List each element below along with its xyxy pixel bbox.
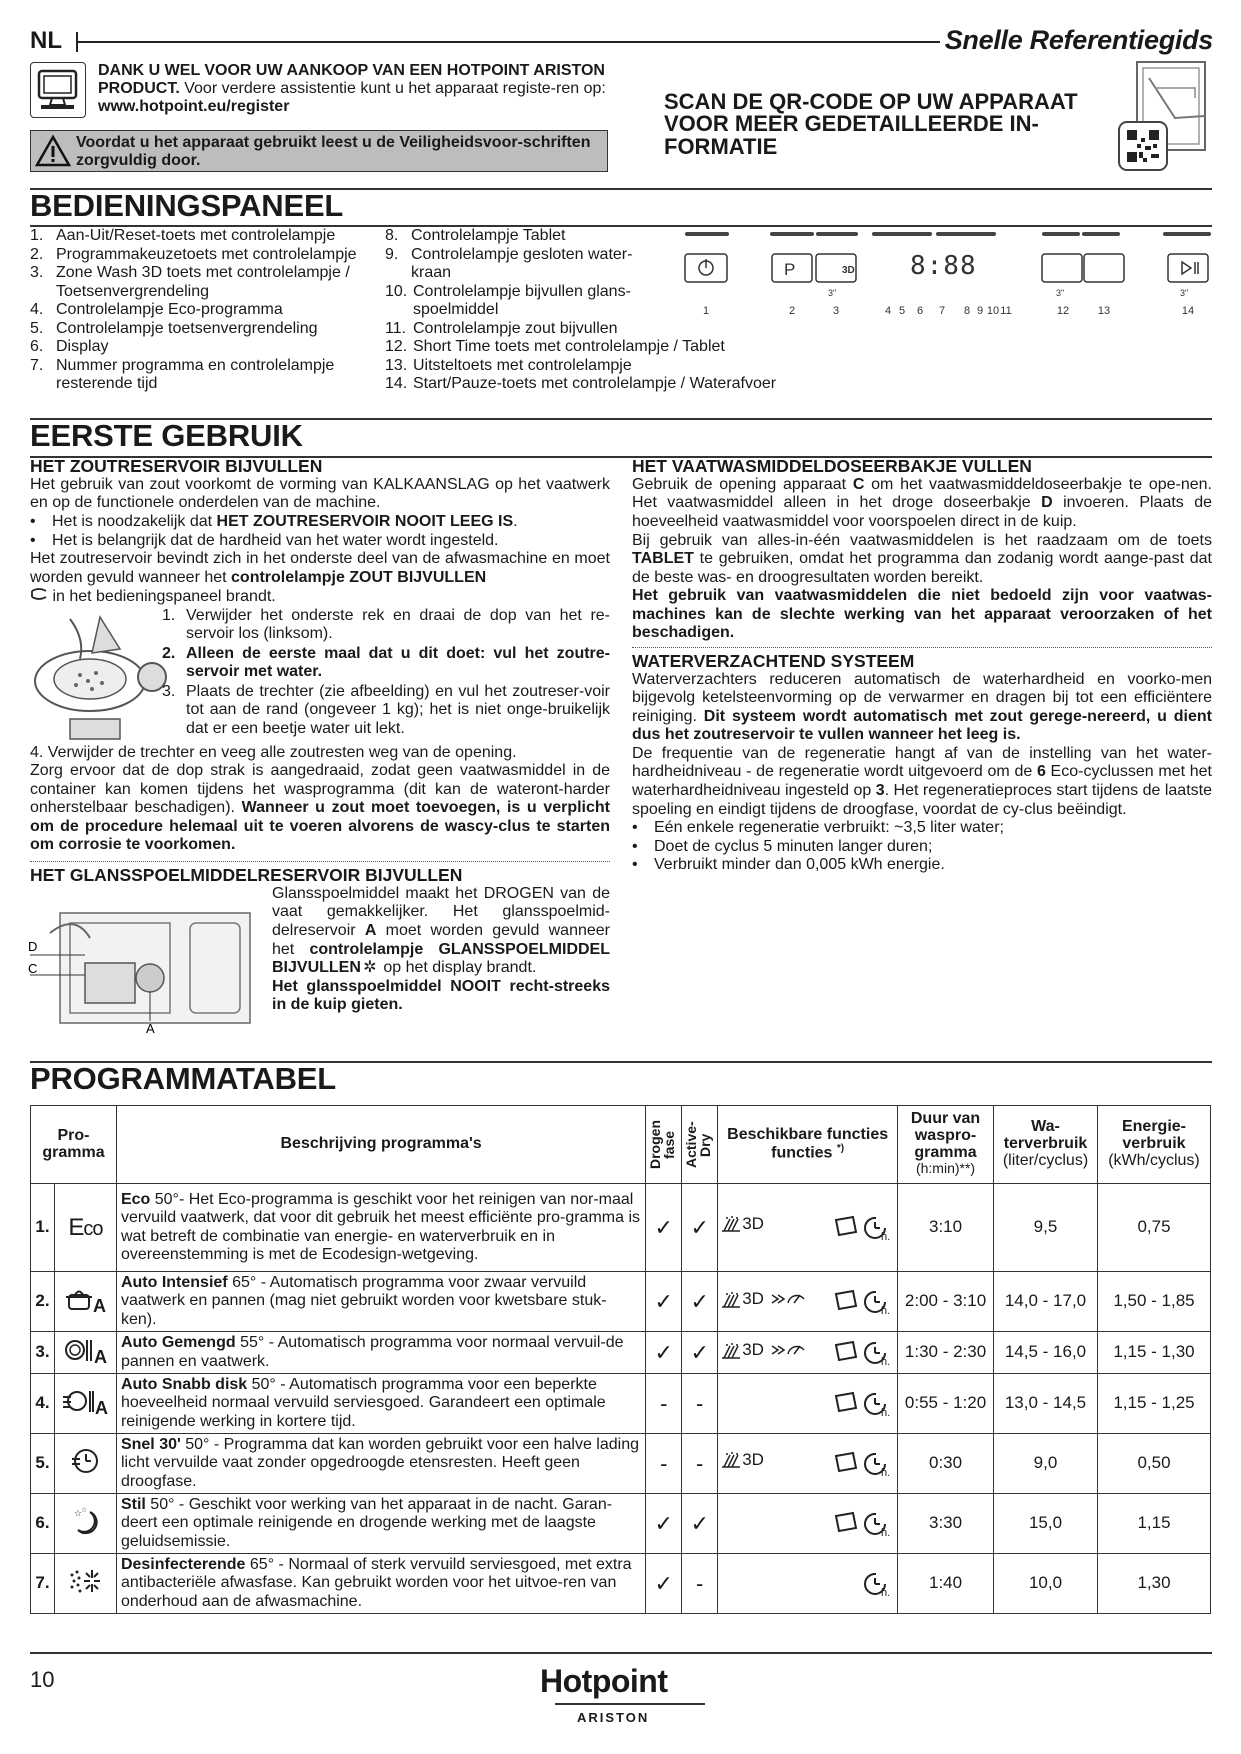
- svg-text:h.: h.: [881, 1304, 891, 1317]
- salt-bullet: • Het is belangrijk dat de hardheid van het water wordt ingesteld.: [30, 531, 499, 549]
- svg-text:h.: h.: [881, 1230, 891, 1243]
- list-item: 2. Programmakeuzetoets met controlelampje: [30, 245, 357, 263]
- program-duration: 2:00 - 3:10: [898, 1272, 994, 1332]
- salt-step-1: 1. Verwijder het onderste rek en draai de dop van het re-servoir los (linksom).: [162, 606, 610, 643]
- col-header-drying: Drogen fase: [646, 1106, 682, 1184]
- delay-timer-icon: [863, 1451, 893, 1477]
- active-dry-value: -: [682, 1554, 718, 1614]
- drying-phase-value: -: [646, 1434, 682, 1494]
- salt-location: Het zoutreservoir bevindt zich in het onderste deel van de afwasmachine en moet worden gevuld wanneer het controlelampje ZOUT BIJVULLEN in het bedieningspaneel brandt.: [30, 550, 610, 606]
- softener-bullet: • Eén enkele regeneratie verbruikt: ~3,5 liter water;: [632, 819, 1004, 837]
- col-header-active-dry: Active-Dry: [682, 1106, 718, 1184]
- callout-11: 11: [1000, 305, 1012, 317]
- program-energy: 1,50 - 1,85: [1097, 1272, 1210, 1332]
- program-energy: 1,15 - 1,30: [1097, 1332, 1210, 1374]
- language-code: NL: [30, 27, 62, 54]
- list-item: 14. Start/Pauze-toets met controlelampje / Waterafvoer: [385, 375, 777, 393]
- svg-text:3": 3": [1180, 288, 1189, 298]
- list-item: 10. Controlelampje bijvullen glans-spoelmiddel: [385, 282, 631, 319]
- program-functions: 3D h.: [718, 1272, 898, 1332]
- section-title-first-use: EERSTE GEBRUIK: [30, 418, 303, 453]
- svg-text:h.: h.: [881, 1466, 891, 1479]
- safety-warning: Voordat u het apparaat gebruikt leest u de Veiligheidsvoor-schriften zorgvuldig door.: [30, 130, 608, 172]
- tablet-icon: [833, 1391, 859, 1413]
- program-icon-cell: [54, 1434, 116, 1494]
- first-use-left-column: [30, 457, 610, 1035]
- label-d: D: [28, 938, 38, 954]
- zone-wash-icon: [722, 1451, 742, 1469]
- callout-1: 1: [702, 305, 710, 317]
- brand-sub-logo: ARISTON: [577, 1710, 650, 1725]
- callout-3: 3: [832, 305, 840, 317]
- list-item: 4. Controlelampje Eco-programma: [30, 301, 283, 319]
- program-water: 10,0: [994, 1554, 1098, 1614]
- program-description: Desinfecterende 65° - Normaal of sterk vervuild serviesgoed, met extra antibacteriële afwasfase. Kan gebruikt worden voor het uitvoe-ren van onderhoud aan de afwasmachine.: [116, 1554, 645, 1614]
- active-dry-value: ✓: [682, 1184, 718, 1272]
- salt-step-3: 3. Plaats de trechter (zie afbeelding) en vul het zoutreser-voir tot aan de rand (ongeveer 1 kg); het is niet onge-bruikelijk dat er een beetje water uit lekt.: [162, 682, 610, 737]
- callout-10: 10: [986, 305, 1000, 317]
- program-icon-cell: [54, 1184, 116, 1272]
- program-water: 9,0: [994, 1434, 1098, 1494]
- program-number: 1.: [31, 1184, 55, 1272]
- program-energy: 1,15: [1097, 1494, 1210, 1554]
- delay-timer-icon: [863, 1391, 893, 1417]
- drying-phase-value: ✓: [646, 1184, 682, 1272]
- program-functions: 3D h.: [718, 1332, 898, 1374]
- tablet-icon: [833, 1451, 859, 1473]
- program-duration: 1:30 - 2:30: [898, 1332, 994, 1374]
- detergent-text: Gebruik de opening apparaat C om het vaatwasmiddeldoseerbakje te ope-nen. Het vaatwasmiddel alleen in het droge doseerbakje D invoeren. Plaats de hoeveelheid vaatwasmiddel voor voorspoelen direct in de kuip.: [632, 475, 1213, 530]
- rinse-aid-icon: ✲: [363, 959, 377, 977]
- tablet-icon: [833, 1340, 859, 1362]
- zone-wash-icon: [722, 1215, 742, 1233]
- pot-icon: [65, 1286, 93, 1312]
- footer-rule: [30, 1652, 1212, 1654]
- active-dry-value: -: [682, 1374, 718, 1434]
- softener-frequency: De frequentie van de regeneratie hangt af van de instelling van het water-hardheidniveau - de regeneratie wordt uitgevoerd om de 6 Eco-cyclussen met het waterhardheidniveau ingesteld op 3. Het regeneratieproces start tijdens de laatste spoeling en eindigt tijdens de droogfase, voordat de cy-clus beëindigt.: [632, 744, 1212, 818]
- program-row: [31, 1332, 1211, 1374]
- program-row: [31, 1272, 1211, 1332]
- salt-caution: Zorg ervoor dat de dop strak is aangedraaid, zodat geen vaatwasmiddel in de container kan komen tijdens het wasprogramma (dit kan de wateront-harder onherstelbaar beschadigen). Wanneer u zout moet toevoegen, is u verplicht om de procedure helemaal uit te voeren alvorens de wascy-clus te starten om corrosie te voorkomen.: [30, 762, 611, 854]
- program-icon-cell: A: [54, 1374, 116, 1434]
- brand-logo: Hotpoint: [540, 1663, 668, 1699]
- program-functions: [718, 1374, 898, 1434]
- list-item: 6. Display: [30, 338, 109, 356]
- delay-timer-icon: [863, 1289, 893, 1315]
- svg-text:h.: h.: [881, 1526, 891, 1539]
- program-water: 14,0 - 17,0: [994, 1272, 1098, 1332]
- callout-7: 7: [938, 305, 946, 317]
- program-icon-cell: A: [54, 1272, 116, 1332]
- zone-wash-button-label: 3D: [842, 265, 855, 276]
- program-number: 7.: [31, 1554, 55, 1614]
- night-moon-icon: [70, 1506, 100, 1536]
- program-description: Auto Snabb disk 50° - Automatisch programma voor een beperkte hoeveelheid normaal vervuild serviesgoed. Garandeert een optimale reinigende werking in kortere tijd.: [116, 1374, 645, 1434]
- drying-phase-value: ✓: [646, 1332, 682, 1374]
- quick-clock-icon: [70, 1447, 100, 1475]
- program-number: 2.: [31, 1272, 55, 1332]
- program-duration: 1:40: [898, 1554, 994, 1614]
- rinse-heading: HET GLANSSPOELMIDDELRESERVOIR BIJVULLEN: [30, 865, 463, 885]
- display-readout: 8:88: [910, 251, 977, 281]
- program-energy: 1,15 - 1,25: [1097, 1374, 1210, 1434]
- svg-text:☆: ☆: [74, 1508, 83, 1519]
- program-energy: 1,30: [1097, 1554, 1210, 1614]
- rinse-text: Glansspoelmiddel maakt het DROGEN van de vaat gemakkelijker. Het glansspoelmid-delreservoir A moet worden gevuld wanneer het controlelampje GLANSSPOELMIDDEL BIJVULLEN ✲ op het display brandt. Het glansspoelmiddel NOOIT recht-streeks in de kuip gieten.: [272, 884, 610, 1014]
- program-duration: 0:55 - 1:20: [898, 1374, 994, 1434]
- short-time-icon: [770, 1289, 806, 1309]
- callout-6: 6: [916, 305, 924, 317]
- program-water: 14,5 - 16,0: [994, 1332, 1098, 1374]
- list-item: 12. Short Time toets met controlelampje / Tablet: [385, 338, 725, 356]
- list-item: 8. Controlelampje Tablet: [385, 227, 566, 244]
- program-description: Eco 50°- Het Eco-programma is geschikt voor het reinigen van nor-maal vervuild vaatwerk, dat voor dit gebruik het meest efficiënte pro-gramma is wat betreft de combinatie van energie- en waterverbruik en in overeenstemming is met de Ecodesign-wetgeving.: [116, 1184, 645, 1272]
- svg-text:h.: h.: [881, 1355, 891, 1368]
- col-header-functions: Beschikbare functies functies *): [718, 1106, 898, 1184]
- program-functions: [718, 1554, 898, 1614]
- callout-2: 2: [788, 305, 796, 317]
- salt-icon: [30, 587, 48, 601]
- label-c: C: [28, 960, 38, 976]
- tablet-icon: [833, 1215, 859, 1237]
- salt-bullet: • Het is noodzakelijk dat HET ZOUTRESERVOIR NOOIT LEEG IS.: [30, 512, 518, 530]
- callout-5: 5: [898, 305, 906, 317]
- active-dry-value: ✓: [682, 1494, 718, 1554]
- col-header-duration: Duur van waspro-gramma (h:min)**): [898, 1106, 994, 1184]
- svg-text:h.: h.: [881, 1586, 891, 1599]
- short-time-icon: [770, 1340, 806, 1360]
- delay-timer-icon: [863, 1511, 893, 1537]
- svg-text:3": 3": [1056, 288, 1065, 298]
- program-water: 9,5: [994, 1184, 1098, 1272]
- header-rule: [78, 41, 940, 43]
- program-icon-cell: [54, 1554, 116, 1614]
- list-item: 11. Controlelampje zout bijvullen: [385, 319, 618, 337]
- callout-8: 8: [963, 305, 971, 317]
- panel-list-right: [385, 227, 777, 394]
- panel-list-left: [30, 227, 385, 394]
- list-item: 7. Nummer programma en controlelampje resterende tijd: [30, 356, 335, 393]
- softener-bullet: • Doet de cyclus 5 minuten langer duren;: [632, 837, 933, 855]
- drying-phase-value: ✓: [646, 1554, 682, 1614]
- program-number: 5.: [31, 1434, 55, 1494]
- rinse-block: [30, 885, 610, 1035]
- delay-timer-icon: [863, 1571, 893, 1597]
- callout-13: 13: [1097, 305, 1111, 317]
- program-description: Snel 30' 50° - Programma dat kan worden gebruikt voor een halve lading licht vervuilde vaat zonder opgedroogde etensresten. Heeft geen droogfase.: [116, 1434, 645, 1494]
- rinse-aid-illustration: [28, 893, 270, 1036]
- list-item: 3. Zone Wash 3D toets met controlelampje / Toetsenvergrendeling: [30, 264, 350, 300]
- salt-heading: HET ZOUTRESERVOIR BIJVULLEN: [30, 456, 323, 476]
- program-icon-cell: [54, 1494, 116, 1554]
- list-item: 13. Uitsteltoets met controlelampje: [385, 356, 632, 374]
- drying-phase-value: ✓: [646, 1494, 682, 1554]
- active-dry-value: ✓: [682, 1272, 718, 1332]
- plate-fast-icon: [63, 1388, 95, 1414]
- monitor-icon-box: [30, 62, 86, 118]
- active-dry-value: ✓: [682, 1332, 718, 1374]
- zone-wash-icon: [722, 1342, 742, 1360]
- col-header-description: Beschrijving programma's: [116, 1106, 645, 1184]
- callout-4: 4: [884, 305, 892, 317]
- callout-12: 12: [1056, 305, 1070, 317]
- eco-program-icon: Eco: [68, 1213, 103, 1241]
- program-row: [31, 1374, 1211, 1434]
- program-duration: 0:30: [898, 1434, 994, 1494]
- detergent-heading: HET VAATWASMIDDELDOSEERBAKJE VULLEN: [632, 456, 1032, 476]
- logo-rule: [555, 1703, 705, 1705]
- dotted-divider: [30, 861, 610, 862]
- softener-bullet: • Verbruikt minder dan 0,005 kWh energie.: [632, 856, 945, 874]
- program-row: [31, 1434, 1211, 1494]
- control-panel-diagram: [680, 226, 1215, 321]
- warning-icon: [35, 135, 71, 167]
- active-dry-value: -: [682, 1434, 718, 1494]
- callout-14: 14: [1181, 305, 1195, 317]
- program-energy: 0,75: [1097, 1184, 1210, 1272]
- program-button-label: P: [784, 260, 796, 279]
- softener-heading: WATERVERZACHTEND SYSTEEM: [632, 650, 915, 671]
- salt-steps: [30, 607, 610, 752]
- page-number: 10: [30, 1667, 55, 1692]
- tablet-icon: [833, 1511, 859, 1533]
- program-icon-cell: A: [54, 1332, 116, 1374]
- salt-step-4: 4. Verwijder de trechter en veeg alle zoutresten weg van de opening.: [30, 743, 517, 761]
- first-use-right-column: [632, 457, 1212, 875]
- program-functions: 3D h.: [718, 1434, 898, 1494]
- salt-reservoir-illustration: [30, 609, 170, 749]
- sanitize-icon: [68, 1567, 102, 1595]
- col-header-program: Pro-gramma: [31, 1106, 117, 1184]
- dishwasher-qr-illustration: [1115, 58, 1211, 176]
- guide-title: Snelle Referentiegids: [944, 25, 1213, 55]
- delay-timer-icon: [863, 1340, 893, 1366]
- callout-9: 9: [976, 305, 984, 317]
- monitor-icon: [31, 63, 84, 116]
- svg-text:h.: h.: [881, 1406, 891, 1419]
- section-title-control-panel: BEDIENINGSPANEEL: [30, 188, 344, 223]
- dotted-divider: [632, 647, 1212, 648]
- detergent-warning: Het gebruik van vaatwasmiddelen die niet bedoeld zijn voor vaatwas-machines kan de slechte werking van het apparaat veroorzaken of het beschadigen.: [632, 587, 1212, 642]
- program-functions: [718, 1494, 898, 1554]
- list-item: 1. Aan-Uit/Reset-toets met controlelampje: [30, 227, 336, 244]
- program-number: 3.: [31, 1332, 55, 1374]
- program-duration: 3:10: [898, 1184, 994, 1272]
- thanks-text: DANK U WEL VOOR UW AANKOOP VAN EEN HOTPOINT ARISTON PRODUCT. Voor verdere assistentie kunt u het apparaat registe-ren op: www.hotpoint.eu/register: [98, 62, 606, 115]
- program-water: 15,0: [994, 1494, 1098, 1554]
- list-item: 9. Controlelampje gesloten water-kraan: [385, 245, 633, 282]
- delay-timer-icon: [863, 1215, 893, 1241]
- tablet-icon: [833, 1289, 859, 1311]
- program-energy: 0,50: [1097, 1434, 1210, 1494]
- col-header-energy: Energie-verbruik (kWh/cyclus): [1097, 1106, 1210, 1184]
- list-item: 5. Controlelampje toetsenvergrendeling: [30, 319, 318, 337]
- section-title-program-table: PROGRAMMATABEL: [30, 1061, 337, 1096]
- program-table: [30, 1105, 1211, 1614]
- detergent-tablet-text: Bij gebruik van alles-in-één vaatwasmiddelen is het raadzaam om de toets TABLET te gebruiken, omdat het programma dan zodanig wordt aange-past dat de beste was- en droogresultaten worden bereikt.: [632, 531, 1212, 586]
- col-header-water: Wa-terverbruik (liter/cyclus): [994, 1106, 1098, 1184]
- svg-text:☆: ☆: [81, 1507, 88, 1515]
- plate-cutlery-icon: [64, 1337, 94, 1363]
- program-row: [31, 1184, 1211, 1272]
- program-number: 4.: [31, 1374, 55, 1434]
- program-functions: 3D h.: [718, 1184, 898, 1272]
- program-duration: 3:30: [898, 1494, 994, 1554]
- program-water: 13,0 - 14,5: [994, 1374, 1098, 1434]
- svg-text:3": 3": [828, 288, 837, 298]
- label-a: A: [146, 1020, 155, 1036]
- program-description: Auto Gemengd 55° - Automatisch programma voor normaal vervuil-de pannen en vaatwerk.: [116, 1332, 645, 1374]
- program-description: Stil 50° - Geschikt voor werking van het apparaat in de nacht. Garan-deert een optimale reinigende en drogende werking met de laagste geluidsemissie.: [116, 1494, 645, 1554]
- program-row: [31, 1494, 1211, 1554]
- drying-phase-value: -: [646, 1374, 682, 1434]
- table-header-row: [31, 1106, 1211, 1184]
- program-row: [31, 1554, 1211, 1614]
- softener-text: Waterverzachters reduceren automatisch de waterhardheid en voorko-men bijgevolg ketelsteenvorming op de verwarmer en dragen bij tot een efficiëntere reiniging. Dit systeem wordt automatisch met zout gerege-nereerd, u dient dus het zoutreservoir te vullen wanneer het leeg is.: [632, 670, 1213, 744]
- drying-phase-value: ✓: [646, 1272, 682, 1332]
- salt-intro: Het gebruik van zout voorkomt de vorming van KALKAANSLAG op het vaatwerk en op de functionele onderdelen van de machine.: [30, 475, 610, 512]
- program-description: Auto Intensief 65° - Automatisch programma voor zwaar vervuild vaatwerk en pannen (mag niet gebruikt worden voor kwetsbare stuk-ken).: [116, 1272, 645, 1332]
- program-number: 6.: [31, 1494, 55, 1554]
- salt-step-2: 2. Alleen de eerste maal dat u dit doet: vul het zoutre-servoir met water.: [162, 644, 610, 681]
- zone-wash-icon: [722, 1291, 742, 1309]
- qr-scan-text: SCAN DE QR-CODE OP UW APPARAAT VOOR MEER GEDETAILLEERDE IN-FORMATIE: [664, 89, 1078, 159]
